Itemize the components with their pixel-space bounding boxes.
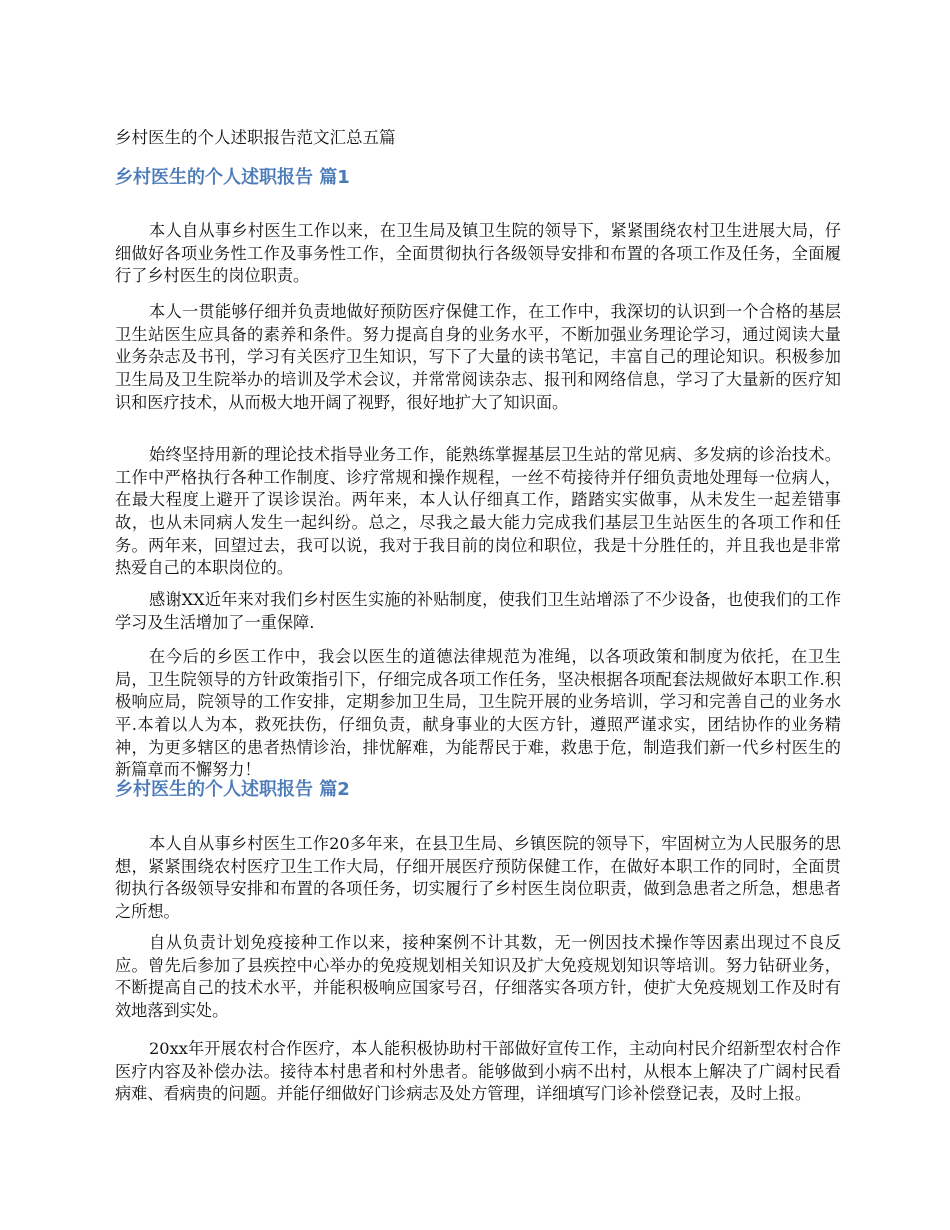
section-2-paragraph-2: 自从负责计划免疫接种工作以来，接种案例不计其数，无一例因技术操作等因素出现过不良反应。曾先后参加了县疾控中心举办的免疫规划相关知识及扩大免疫规划知识等培训。努力钻研业务，不断提高自己的技术水平，并能积极响应国家号召，仔细落实各项方针，使扩大免疫规划工作及时有效地落到实处。 [115, 933, 841, 1020]
section-heading-1: 乡村医生的个人述职报告 篇1 [115, 167, 350, 188]
section-1-paragraph-3: 始终坚持用新的理论技术指导业务工作，能熟练掌握基层卫生站的常见病、多发病的诊治技术。工作中严格执行各种工作制度、诊疗常规和操作规程，一丝不苟接待并仔细负责地处理每一位病人，在最大程度上避开了误诊误治。两年来，本人认仔细真工作，踏踏实实做事，从未发生一起差错事故，也从未同病人发生一起纠纷。总之，尽我之最大能力完成我们基层卫生站医生的各项工作和任务。两年来，回望过去，我可以说，我对于我目前的岗位和职位，我是十分胜任的，并且我也是非常热爱自己的本职岗位的。 [115, 445, 841, 578]
section-1-paragraph-2: 本人一贯能够仔细并负责地做好预防医疗保健工作，在工作中，我深切的认识到一个合格的基层卫生站医生应具备的素养和条件。努力提高自身的业务水平，不断加强业务理论学习，通过阅读大量业务杂志及书刊，学习有关医疗卫生知识，写下了大量的读书笔记，丰富自己的理论知识。积极参加卫生局及卫生院举办的培训及学术会议，并常常阅读杂志、报刊和网络信息，学习了大量新的医疗知识和医疗技术，从而极大地开阔了视野，很好地扩大了知识面。 [115, 302, 841, 412]
section-heading-2: 乡村医生的个人述职报告 篇2 [115, 779, 350, 800]
document-title: 乡村医生的个人述职报告范文汇总五篇 [115, 128, 396, 147]
section-1-paragraph-5: 在今后的乡医工作中，我会以医生的道德法律规范为准绳，以各项政策和制度为依托，在卫生局，卫生院领导的方针政策指引下，仔细完成各项工作任务，坚决根据各项配套法规做好本职工作.积极响应局，院领导的工作安排，定期参加卫生局，卫生院开展的业务培训，学习和完善自己的业务水平.本着以人为本，救死扶伤，仔细负责，献身事业的大医方针，遵照严谨求实，团结协作的业务精神，为更多辖区的患者热情诊治，排忧解难，为能帮民于难，救患于危，制造我们新一代乡村医生的新篇章而不懈努力！ [115, 647, 841, 780]
section-2-paragraph-1: 本人自从事乡村医生工作20多年来，在县卫生局、乡镇医院的领导下，牢固树立为人民服务的思想，紧紧围绕农村医疗卫生工作大局，仔细开展医疗预防保健工作，在做好本职工作的同时，全面贯彻执行各级领导安排和布置的各项任务，切实履行了乡村医生岗位职责，做到急患者之所急，想患者之所想。 [115, 834, 841, 921]
section-1-paragraph-1: 本人自从事乡村医生工作以来，在卫生局及镇卫生院的领导下，紧紧围绕农村卫生进展大局，仔细做好各项业务性工作及事务性工作，全面贯彻执行各级领导安排和布置的各项工作及任务，全面履行了乡村医生的岗位职责。 [115, 221, 841, 286]
section-1-paragraph-4: 感谢XX近年来对我们乡村医生实施的补贴制度，使我们卫生站增添了不少设备，也使我们的工作学习及生活增加了一重保障. [115, 590, 841, 632]
section-2-paragraph-3: 20xx年开展农村合作医疗，本人能积极协助村干部做好宣传工作，主动向村民介绍新型农村合作医疗内容及补偿办法。接待本村患者和村外患者。能够做到小病不出村，从根本上解决了广阔村民看病难、看病贵的问题。并能仔细做好门诊病志及处方管理，详细填写门诊补偿登记表，及时上报。 [115, 1039, 841, 1104]
